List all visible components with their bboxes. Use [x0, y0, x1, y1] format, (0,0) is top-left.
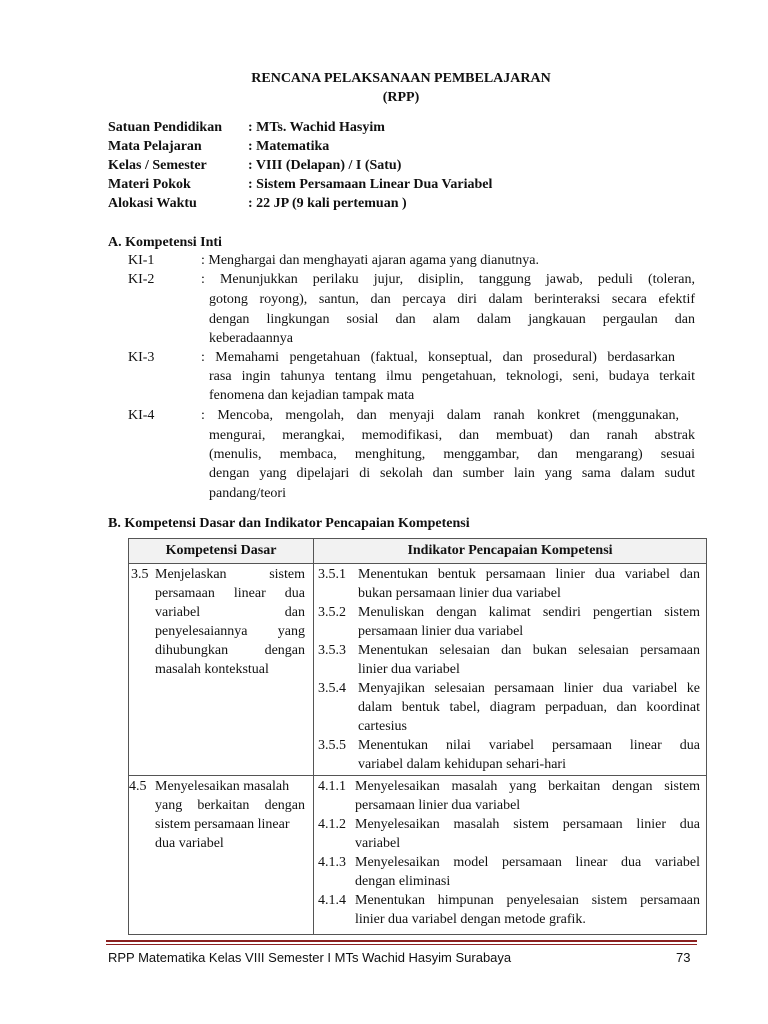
indicator-text-line: dengan eliminasi — [355, 874, 451, 889]
ki-text-line: mengurai, merangkai, memodifikasi, dan membuat) dan ranah abstrak — [209, 428, 695, 443]
ki-code: KI-1 — [128, 253, 155, 268]
ki-text-line: dengan lingkungan sosial dan alam dalam jangkauan pergaulan dan — [209, 312, 695, 327]
indicator-number: 4.1.4 — [318, 893, 346, 908]
doc-subtitle: (RPP) — [382, 90, 420, 105]
indicator-text-line: Menyelesaikan masalah yang berkaitan dengan sistem — [355, 779, 700, 794]
indicator-text-line: variabel — [355, 836, 401, 851]
indicator-number: 4.1.1 — [318, 779, 346, 794]
identity-label: Alokasi Waktu — [108, 196, 197, 211]
ki-text-line: keberadaannya — [209, 331, 293, 346]
ki-code: KI-4 — [128, 408, 155, 423]
kd-text-line: masalah kontekstual — [155, 662, 269, 677]
indicator-text-line: bukan persamaan linier dua variabel — [358, 586, 561, 601]
identity-value: : Sistem Persamaan Linear Dua Variabel — [248, 177, 493, 192]
identity-label: Mata Pelajaran — [108, 139, 202, 154]
indicator-number: 4.1.3 — [318, 855, 346, 870]
section-b-heading: B. Kompetensi Dasar dan Indikator Pencapaian Kompetensi — [108, 516, 470, 531]
table-header-divider — [128, 563, 707, 564]
footer-rule — [106, 940, 697, 942]
kd-text-line: variabel dan — [155, 605, 305, 620]
ki-text-line: (menulis, membaca, menghitung, menggambar, dan mengarang) sesuai — [209, 447, 695, 462]
indicator-text-line: dalam bentuk tabel, diagram perpaduan, dan koordinat — [358, 700, 700, 715]
indicator-number: 3.5.5 — [318, 738, 346, 753]
ki-text-line: : Memahami pengetahuan (faktual, konseptual, dan prosedural) berdasarkan — [201, 350, 675, 365]
ki-text-line: : Menunjukkan perilaku jujur, disiplin, tanggung jawab, peduli (toleran, — [201, 272, 695, 287]
ki-text-line: rasa ingin tahunya tentang ilmu pengetahuan, teknologi, seni, budaya terkait — [209, 369, 695, 384]
indicator-text-line: cartesius — [358, 719, 407, 734]
kd-text-line: dua variabel — [155, 836, 224, 851]
indicator-text-line: Menentukan bentuk persamaan linier dua variabel dan — [358, 567, 700, 582]
section-a-heading: A. Kompetensi Inti — [108, 235, 222, 250]
kd-text-line: persamaan linear dua — [155, 586, 305, 601]
indicator-number: 3.5.3 — [318, 643, 346, 658]
indicator-number: 4.1.2 — [318, 817, 346, 832]
table-header-indicator: Indikator Pencapaian Kompetensi — [407, 543, 613, 558]
identity-value: : Matematika — [248, 139, 330, 154]
identity-value: : VIII (Delapan) / I (Satu) — [248, 158, 402, 173]
indicator-text-line: Menyelesaikan model persamaan linear dua variabel — [355, 855, 700, 870]
kd-number: 3.5 — [131, 567, 149, 582]
indicator-text-line: persamaan linier dua variabel — [358, 624, 524, 639]
identity-label: Materi Pokok — [108, 177, 191, 192]
ki-code: KI-3 — [128, 350, 155, 365]
ki-text-line: : Mencoba, mengolah, dan menyaji dalam ranah konkret (menggunakan, — [201, 408, 679, 423]
indicator-text-line: Menentukan himpunan penyelesaian sistem persamaan — [355, 893, 700, 908]
kd-text-line: Menyelesaikan masalah — [155, 779, 290, 794]
indicator-text-line: Menuliskan dengan kalimat sendiri pengertian sistem — [358, 605, 700, 620]
indicator-text-line: linier dua variabel dengan metode grafik. — [355, 912, 586, 927]
indicator-text-line: Menyelesaikan masalah sistem persamaan linier dua — [355, 817, 700, 832]
indicator-number: 3.5.1 — [318, 567, 346, 582]
kd-number: 4.5 — [129, 779, 147, 794]
ki-text-line: fenomena dan kejadian tampak mata — [209, 388, 415, 403]
indicator-text-line: Menentukan nilai variabel persamaan linear dua — [358, 738, 700, 753]
footer-text: RPP Matematika Kelas VIII Semester I MTs Wachid Hasyim Surabaya — [108, 950, 512, 965]
table-row-divider — [128, 775, 707, 776]
indicator-number: 3.5.2 — [318, 605, 346, 620]
ki-text-line: : Menghargai dan menghayati ajaran agama yang dianutnya. — [201, 253, 539, 268]
kd-text-line: penyelesaiannya yang — [155, 624, 305, 639]
ki-text-line: dengan yang dipelajari di sekolah dan sumber lain yang sama dalam sudut — [209, 466, 695, 481]
indicator-number: 3.5.4 — [318, 681, 346, 696]
indicator-text-line: Menyajikan selesaian persamaan linier dua variabel ke — [358, 681, 700, 696]
ki-text-line: pandang/teori — [209, 486, 286, 501]
identity-label: Kelas / Semester — [108, 158, 207, 173]
page-number: 73 — [676, 950, 691, 965]
indicator-text-line: linier dua variabel — [358, 662, 460, 677]
kd-text-line: dihubungkan dengan — [155, 643, 305, 658]
doc-title: RENCANA PELAKSANAAN PEMBELAJARAN — [251, 71, 551, 86]
identity-value: : 22 JP (9 kali pertemuan ) — [248, 196, 407, 211]
identity-value: : MTs. Wachid Hasyim — [248, 120, 385, 135]
ki-text-line: gotong royong), santun, dan percaya diri dalam berinteraksi secara efektif — [209, 292, 695, 307]
indicator-text-line: persamaan linier dua variabel — [355, 798, 521, 813]
identity-label: Satuan Pendidikan — [108, 120, 222, 135]
kd-text-line: Menjelaskan sistem — [155, 567, 305, 582]
kd-text-line: sistem persamaan linear — [155, 817, 290, 832]
indicator-text-line: Menentukan selesaian dan bukan selesaian persamaan — [358, 643, 700, 658]
footer-rule-thin — [106, 944, 697, 945]
kd-text-line: yang berkaitan dengan — [155, 798, 305, 813]
indicator-text-line: variabel dalam kehidupan sehari-hari — [358, 757, 566, 772]
table-column-divider — [313, 538, 314, 935]
table-header-kd: Kompetensi Dasar — [165, 543, 277, 558]
ki-code: KI-2 — [128, 272, 155, 287]
